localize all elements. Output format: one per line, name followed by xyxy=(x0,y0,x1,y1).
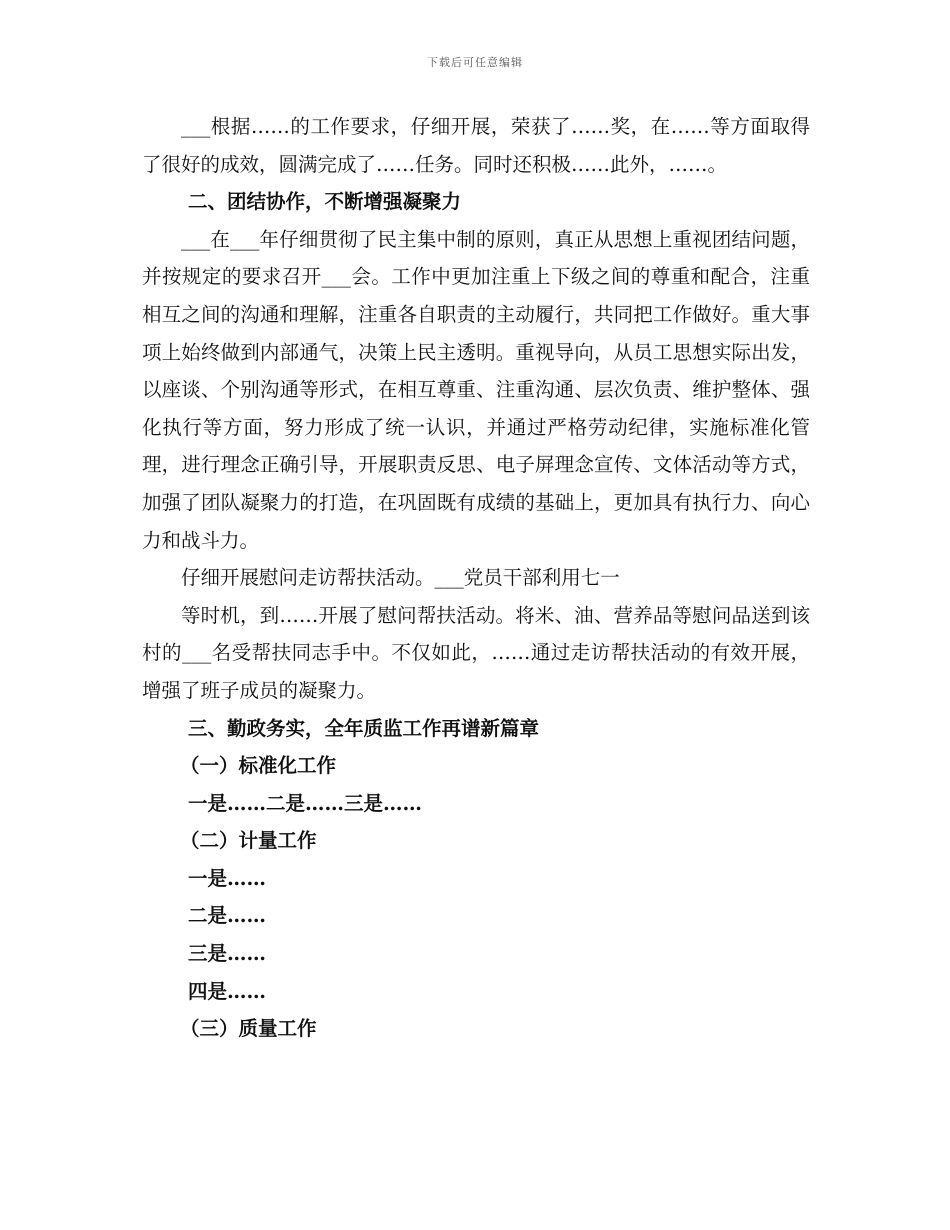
section-heading-diligence: 三、勤政务实，全年质监工作再谱新篇章 xyxy=(188,716,540,740)
paragraph-work-requirements: ___根据……的工作要求，仔细开展，荣获了……奖，在……等方面取得了很好的成效，圆满完成了……任务。同时还积极……此外，……。 xyxy=(142,115,810,176)
metrology-item: 一是…… xyxy=(188,866,267,890)
subheading-metrology: （二）计量工作 xyxy=(180,829,317,853)
page-header: 下载后可任意编辑 xyxy=(427,56,523,69)
metrology-item: 二是…… xyxy=(188,904,267,928)
metrology-item: 三是…… xyxy=(188,942,267,966)
subheading-standardization: （一）标准化工作 xyxy=(180,754,337,778)
paragraph-visit-activity: 仔细开展慰问走访帮扶活动。___党员干部利用七一 xyxy=(181,566,620,590)
document-body xyxy=(142,108,810,1048)
standardization-items: 一是……二是……三是…… xyxy=(188,791,423,815)
metrology-item: 四是…… xyxy=(188,979,267,1003)
paragraph-democratic-centralism: ___在___年仔细贯彻了民主集中制的原则，真正从思想上重视团结问题，并按规定的要求召开___会。工作中更加注重上下级之间的尊重和配合，注重相互之间的沟通和理解，注重各自职责的主动履行，共同把工作做好。重大事项上始终做到内部通气，决策上民主透明。重视导向，从员工思想实际出发，以座谈、个别沟通等形式，在相互尊重、注重沟通、层次负责、维护整体、强化执行等方面，努力形成了统一认识，并通过严格劳动纪律，实施标准化管理，进行理念正确引导，开展职责反思、电子屏理念宣传、文体活动等方式，加强了团队凝聚力的打造，在巩固既有成绩的基础上，更加具有执行力、向心力和战斗力。 xyxy=(142,227,810,552)
subheading-quality: （三）质量工作 xyxy=(180,1017,317,1041)
paragraph-visit-details: 等时机，到……开展了慰问帮扶活动。将米、油、营养品等慰问品送到该村的___名受帮扶同志手中。不仅如此，……通过走访帮扶活动的有效开展，增强了班子成员的凝聚力。 xyxy=(142,603,810,702)
section-heading-unity: 二、团结协作，不断增强凝聚力 xyxy=(188,190,462,214)
